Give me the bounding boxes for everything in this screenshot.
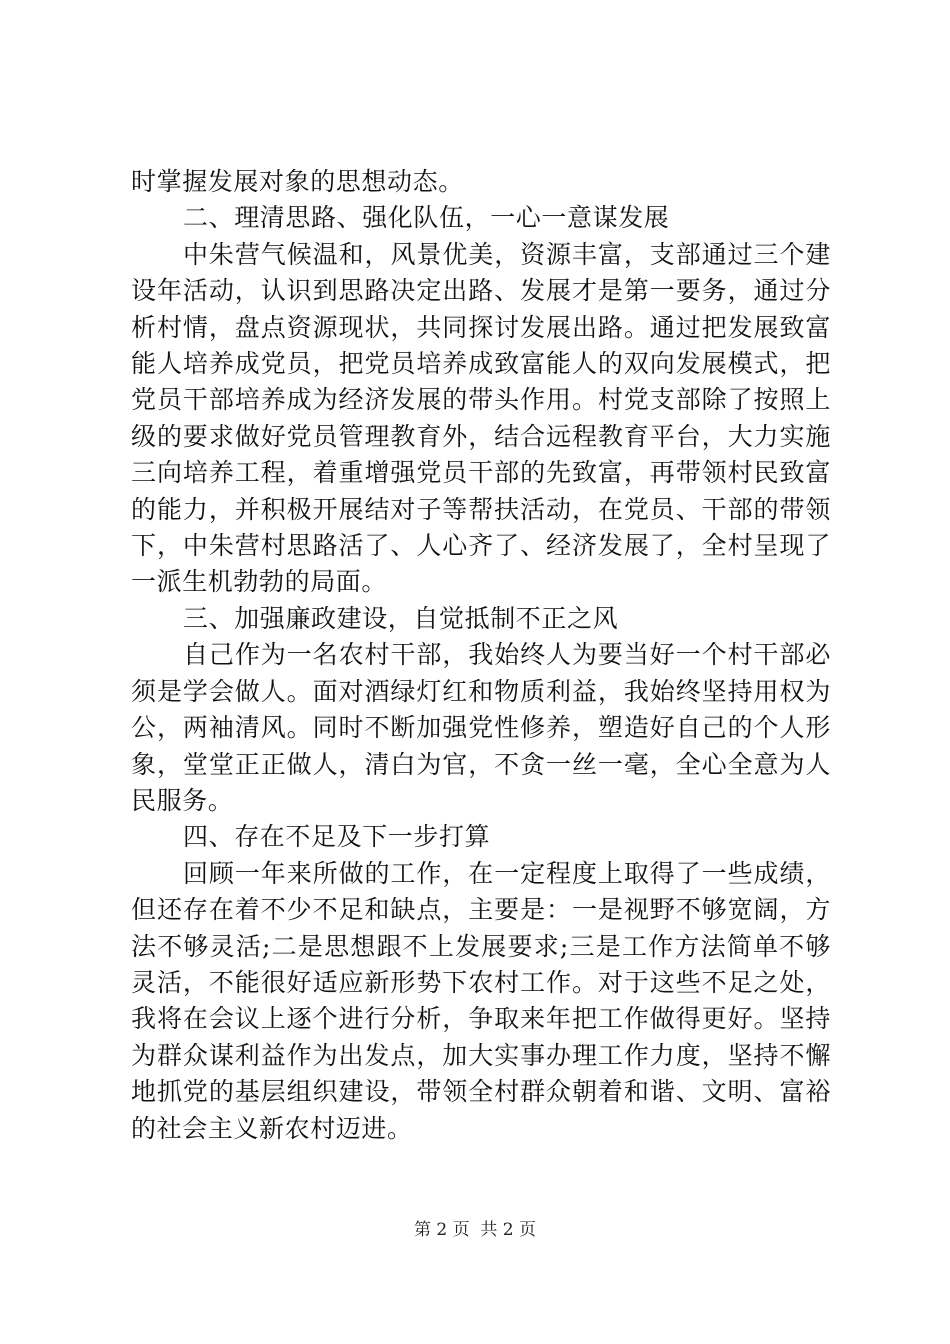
section-heading-3: 三、加强廉政建设，自觉抵制不正之风: [183, 603, 619, 633]
paragraph-section-2: 中朱营气候温和，风景优美，资源丰富，支部通过三个建设年活动，认识到思路决定出路、发展才是第一要务，通过分析村情，盘点资源现状，共同探讨发展出路。通过把发展致富能人培养成党员，把党员培养成致富能人的双向发展模式，把党员干部培养成为经济发展的带头作用。村党支部除了按照上级的要求做好党员管理教育外，结合远程教育平台，大力实施三向培养工程，着重增强党员干部的先致富，再带领村民致富的能力，并积极开展结对子等帮扶活动，在党员、干部的带领下，中朱营村思路活了、人心齐了、经济发展了，全村呈现了一派生机勃勃的局面。: [131, 239, 831, 597]
paragraph-section-4: 回顾一年来所做的工作，在一定程度上取得了一些成绩，但还存在着不少不足和缺点，主要是：一是视野不够宽阔，方法不够灵活;二是思想跟不上发展要求;三是工作方法简单不够灵活，不能很好适应新形势下农村工作。对于这些不足之处，我将在会议上逐个进行分析，争取来年把工作做得更好。坚持为群众谋利益作为出发点，加大实事办理工作力度，坚持不懈地抓党的基层组织建设，带领全村群众朝着和谐、文明、富裕的社会主义新农村迈进。: [131, 858, 831, 1143]
document-body: [131, 164, 831, 1147]
section-heading-4: 四、存在不足及下一步打算: [183, 822, 491, 852]
section-heading-2: 二、理清思路、强化队伍，一心一意谋发展: [183, 203, 670, 233]
page-number-footer: 第 2 页 共 2 页: [413, 1220, 537, 1240]
paragraph-section-3: 自己作为一名农村干部，我始终人为要当好一个村干部必须是学会做人。面对酒绿灯红和物质利益，我始终坚持用权为公，两袖清风。同时不断加强党性修养，塑造好自己的个人形象，堂堂正正做人，清白为官，不贪一丝一毫，全心全意为人民服务。: [131, 640, 831, 815]
paragraph-continuation: 时掌握发展对象的思想动态。: [131, 167, 464, 196]
